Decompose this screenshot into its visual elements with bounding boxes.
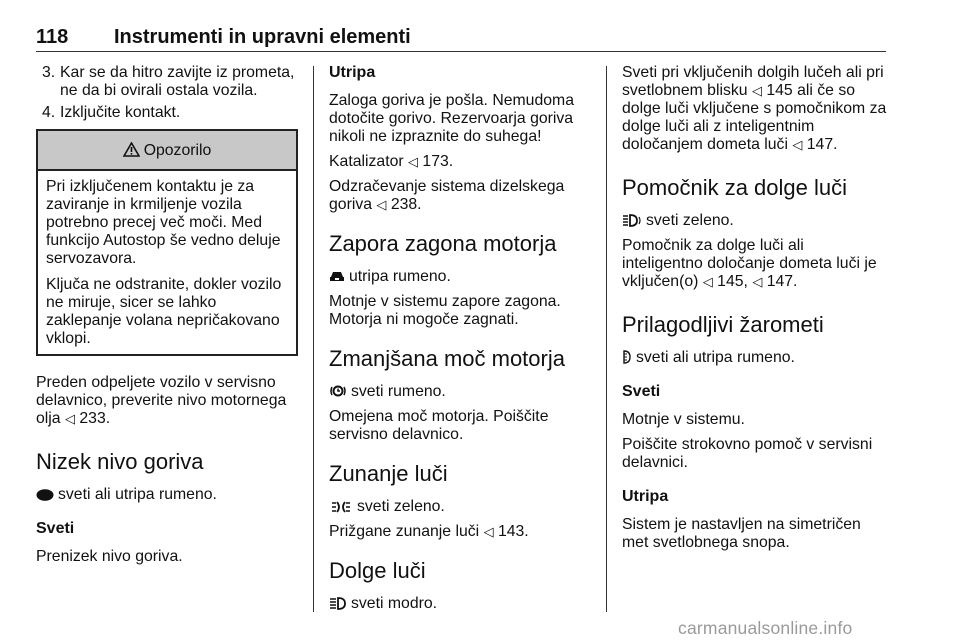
page-number: 118 (36, 26, 69, 48)
fuel-indicator-line: sveti ali utripa rumeno. (36, 486, 298, 504)
page-ref: 238. (390, 196, 422, 213)
power-text: Omejena moč motorja. Poiščite servisno delavnico. (329, 408, 549, 443)
page-ref: 145, (717, 273, 748, 290)
lit-text: Prenizek nivo goriva. (36, 548, 183, 565)
warning-header (38, 131, 296, 171)
heading-flashing: Utripa (622, 488, 669, 505)
exterior-ref-line: Prižgane zunanje luči ◁ 143. (329, 523, 529, 540)
page-ref-arrow-icon: ◁ (752, 274, 763, 289)
flashing-text: Zaloga goriva je pošla. Nemudoma dotočite gorivo. Rezervoarja goriva nikoli ne izpraznite do suhega! (329, 92, 574, 145)
warning-icon (123, 142, 140, 157)
page-ref: 143. (497, 523, 529, 540)
warning-title: Opozorilo (143, 142, 212, 159)
watermark: carmanualsonline.info (678, 618, 853, 638)
heading-low-fuel: Nizek nivo goriva (36, 449, 204, 474)
section-title: Instrumenti in upravni elementi (114, 26, 411, 48)
page-ref: 173. (422, 153, 454, 170)
lit-text: Motnje v sistemu. (622, 411, 745, 428)
heading-immobilizer: Zapora zagona motorja (329, 231, 557, 256)
highbeam-indicator-line: sveti modro. (329, 595, 591, 613)
heading-lit: Sveti (622, 383, 661, 400)
fuel-warning-icon (36, 489, 54, 501)
page-ref-arrow-icon: ◁ (483, 524, 494, 539)
list-item: 3. Kar se da hitro zavijte iz prometa, ne da bi ovirali ostala vozila. (42, 64, 295, 99)
engine-power-icon (329, 384, 347, 398)
adaptive-headlight-icon (622, 350, 632, 364)
page-ref-arrow-icon: ◁ (792, 137, 803, 152)
page-ref-arrow-icon: ◁ (702, 274, 713, 289)
adaptive-indicator-line: sveti ali utripa rumeno. (622, 349, 888, 367)
exterior-lights-icon (329, 501, 353, 513)
page-ref-arrow-icon: ◁ (64, 411, 75, 426)
steps-list (36, 64, 298, 122)
heading-reduced-power: Zmanjšana moč motorja (329, 346, 565, 371)
heading-adaptive-headlights: Prilagodljivi žarometi (622, 312, 824, 337)
exterior-indicator-line: sveti zeleno. (329, 498, 591, 516)
highbeam-text: Sveti pri vključenih dolgih lučeh ali pri svetlobnem blisku ◁ 145 ali če so dolge luči vključene s pomočnikom za dolge luči ali z inteligentnim določanjem dometa luči ◁ 147. (622, 64, 887, 153)
warning-text-1: Pri izključenem kontaktu je za zaviranje in krmiljenje vozila potrebno precej več moči. Med funkcijo Autostop še vedno deluje servozavora. (46, 178, 281, 267)
header-divider (36, 51, 886, 52)
immobilizer-indicator-line: utripa rumeno. (329, 268, 591, 286)
column-divider-1 (313, 66, 314, 612)
lit-text-2: Poiščite strokovno pomoč v servisni delavnici. (622, 436, 873, 471)
column-1 (36, 64, 298, 573)
heading-flashing: Utripa (329, 64, 376, 81)
warning-box (36, 129, 298, 356)
high-beam-assist-icon (622, 214, 642, 227)
column-3 (622, 64, 888, 559)
power-indicator-line: sveti rumeno. (329, 383, 591, 401)
immobilizer-text: Motnje v sistemu zapore zagona. Motorja ni mogoče zagnati. (329, 293, 561, 328)
heading-high-beam: Dolge luči (329, 558, 426, 583)
page-ref: 147. (806, 136, 838, 153)
column-2 (329, 64, 591, 620)
flashing-text: Sistem je nastavljen na simetričen met svetlobnega snopa. (622, 516, 861, 551)
heading-lit: Sveti (36, 520, 75, 537)
heading-exterior-lights: Zunanje luči (329, 461, 448, 486)
page-header (36, 26, 411, 49)
assist-indicator-line: sveti zeleno. (622, 212, 888, 230)
list-item: 4. Izključite kontakt. (42, 104, 181, 121)
page-ref: 147. (766, 273, 798, 290)
high-beam-icon (329, 597, 347, 610)
service-paragraph: Preden odpeljete vozilo v servisno delavnico, preverite nivo motornega olja ◁ 233. (36, 374, 287, 427)
immobilizer-car-key-icon (329, 269, 345, 283)
diesel-ref-line: Odzračevanje sistema dizelskega goriva ◁ 238. (329, 178, 565, 213)
catalyst-ref-line: Katalizator ◁ 173. (329, 153, 454, 170)
page-ref-arrow-icon: ◁ (751, 83, 762, 98)
heading-high-beam-assist: Pomočnik za dolge luči (622, 175, 848, 200)
assist-text: Pomočnik za dolge luči ali inteligentno določanje dometa luči je vključen(o) ◁ 145, ◁ 147. (622, 237, 877, 290)
column-divider-2 (606, 66, 607, 612)
page-ref-arrow-icon: ◁ (408, 154, 419, 169)
page-ref-arrow-icon: ◁ (376, 197, 387, 212)
page-ref: 233. (79, 410, 111, 427)
warning-text-2: Ključa ne odstranite, dokler vozilo ne miruje, sicer se lahko zaklepanje volana nepričakovano vklopi. (46, 276, 282, 347)
page-ref: 145 (766, 82, 793, 99)
